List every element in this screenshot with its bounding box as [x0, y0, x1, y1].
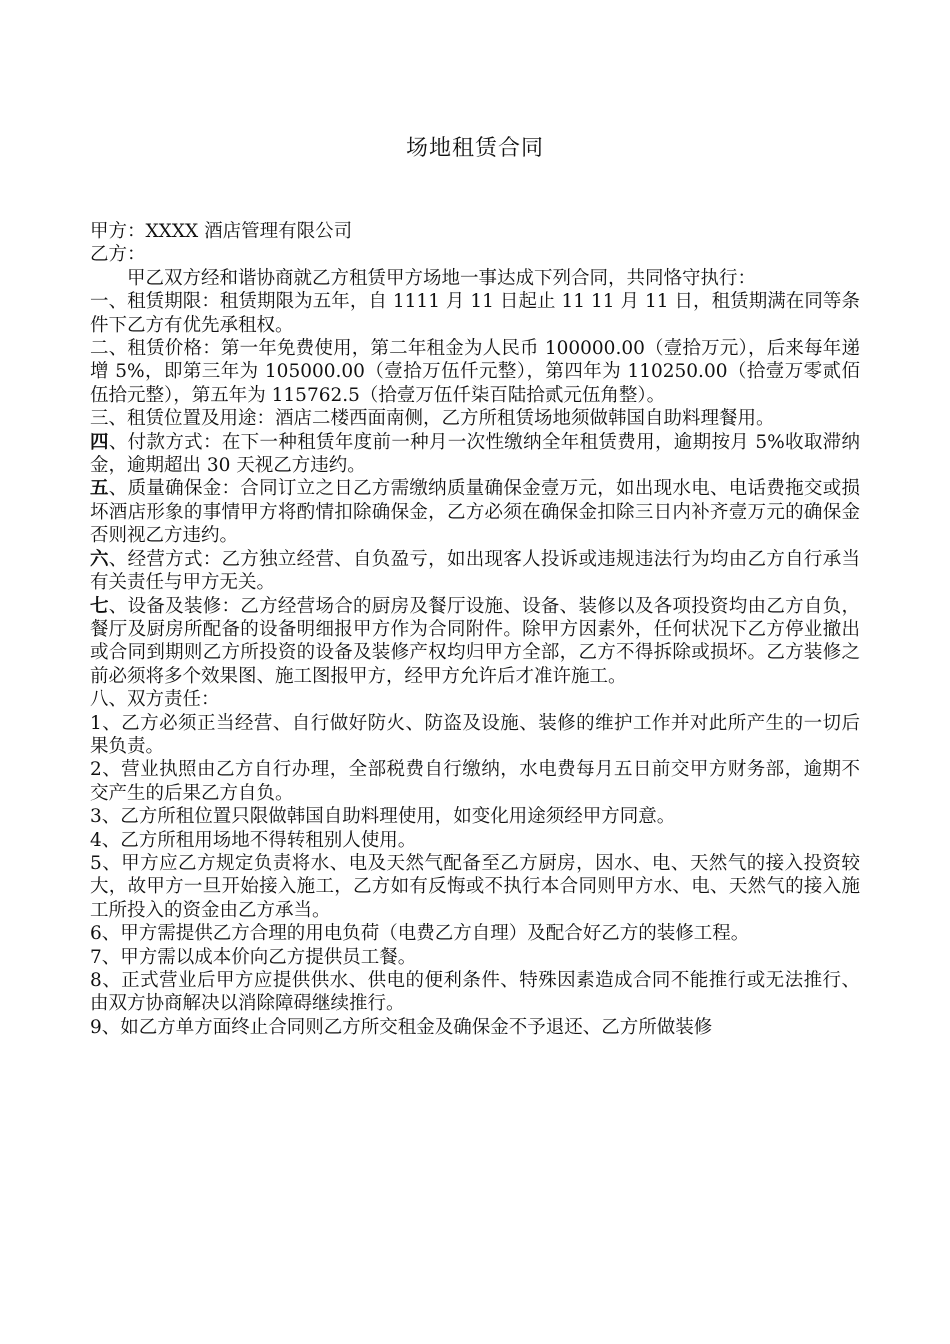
- responsibility-item-2: 2、营业执照由乙方自行办理，全部税费自行缴纳，水电费每月五日前交甲方财务部，逾期不交产生的后果乙方自负。: [90, 759, 860, 804]
- clause-text: 、租赁价格：第一年免费使用，第二年租金为人民币 100000.00（壹拾万元），后来每年递增 5%，即第三年为 105000.00（壹拾万伍仟元整），第四年为 110250.00（拾壹万零贰佰伍拾元整），第五年为 115762.5（拾壹万伍仟柒百陆拾贰元伍角整）。: [90, 338, 860, 406]
- clause-number: 一: [90, 291, 109, 313]
- clause-number: 五: [90, 478, 109, 500]
- responsibility-item-8: 8、正式营业后甲方应提供供水、供电的便利条件、特殊因素造成合同不能推行或无法推行、由双方协商解决以消除障碍继续推行。: [90, 970, 860, 1015]
- clause-1: [90, 290, 860, 337]
- party-b-line: 乙方：: [90, 244, 146, 266]
- clause-7: [90, 595, 860, 689]
- clause-8: [90, 688, 860, 711]
- clause-number: 二: [90, 338, 109, 360]
- clause-text: 、租赁期限：租赁期限为五年，自 1111 月 11 日起止 11 11 月 11 日，租赁期满在同等条件下乙方有优先承租权。: [90, 291, 860, 336]
- clause-number: 六: [90, 548, 109, 570]
- responsibility-item-5: 5、甲方应乙方规定负责将水、电及天然气配备至乙方厨房，因水、电、天然气的接入投资较大，故甲方一旦开始接入施工，乙方如有反悔或不执行本合同则甲方水、电、天然气的接入施工所投入的资金由乙方承当。: [90, 852, 860, 921]
- responsibility-item-7: 7、甲方需以成本价向乙方提供员工餐。: [90, 946, 417, 968]
- document-body: [90, 220, 860, 1039]
- clause-number: 八: [90, 689, 109, 711]
- responsibility-item-9: 9、如乙方单方面终止合同则乙方所交租金及确保金不予退还、乙方所做装修: [90, 1016, 713, 1038]
- document-title: 场地租赁合同: [405, 136, 544, 161]
- clause-6: [90, 548, 860, 595]
- clause-3: [90, 407, 860, 430]
- responsibility-item-4: 4、乙方所租用场地不得转租别人使用。: [90, 829, 417, 851]
- clause-5: [90, 477, 860, 547]
- clause-text: 、付款方式：在下一种租赁年度前一种月一次性缴纳全年租赁费用，逾期按月 5%收取滞纳金，逾期超出 30 天视乙方违约。: [90, 431, 860, 477]
- clause-text: 、经营方式：乙方独立经营、自负盈亏，如出现客人投诉或违规违法行为均由乙方自行承当有关责任与甲方无关。: [90, 548, 860, 594]
- responsibility-item-6: 6、甲方需提供乙方合理的用电负荷（电费乙方自理）及配合好乙方的装修工程。: [90, 923, 750, 945]
- clause-number: 七: [90, 595, 109, 617]
- responsibility-item-1: 1、乙方必须正当经营、自行做好防火、防盗及设施、装修的维护工作并对此所产生的一切后果负责。: [90, 712, 860, 757]
- clause-number: 四: [90, 431, 109, 453]
- party-a-line: 甲方：XXXX 酒店管理有限公司: [90, 221, 353, 242]
- clause-text: 、双方责任：: [108, 689, 220, 711]
- clause-4: [90, 431, 860, 478]
- preamble-paragraph: 甲乙双方经和谐协商就乙方租赁甲方场地一事达成下列合同，共同恪守执行：: [127, 267, 757, 289]
- clause-number: 三: [90, 408, 109, 430]
- clause-text: 、质量确保金：合同订立之日乙方需缴纳质量确保金壹万元，如出现水电、电话费拖交或损坏酒店形象的事情甲方将酌情扣除确保金，乙方必须在确保金扣除三日内补齐壹万元的确保金否则视乙方违约。: [90, 478, 860, 547]
- responsibility-item-3: 3、乙方所租位置只限做韩国自助料理使用，如变化用途须经甲方同意。: [90, 806, 676, 828]
- clause-text: 、租赁位置及用途：酒店二楼西面南侧，乙方所租赁场地须做韩国自助料理餐用。: [108, 408, 775, 430]
- clause-2: [90, 337, 860, 407]
- clause-text: 、设备及装修：乙方经营场合的厨房及餐厅设施、设备、装修以及各项投资均由乙方自负，餐厅及厨房所配备的设备明细报甲方作为合同附件。除甲方因素外，任何状况下乙方停业撤出或合同到期则乙方所投资的设备及装修产权均归甲方全部，乙方不得拆除或损坏。乙方装修之前必须将多个效果图、施工图报甲方，经甲方允许后才准许施工。: [90, 595, 860, 687]
